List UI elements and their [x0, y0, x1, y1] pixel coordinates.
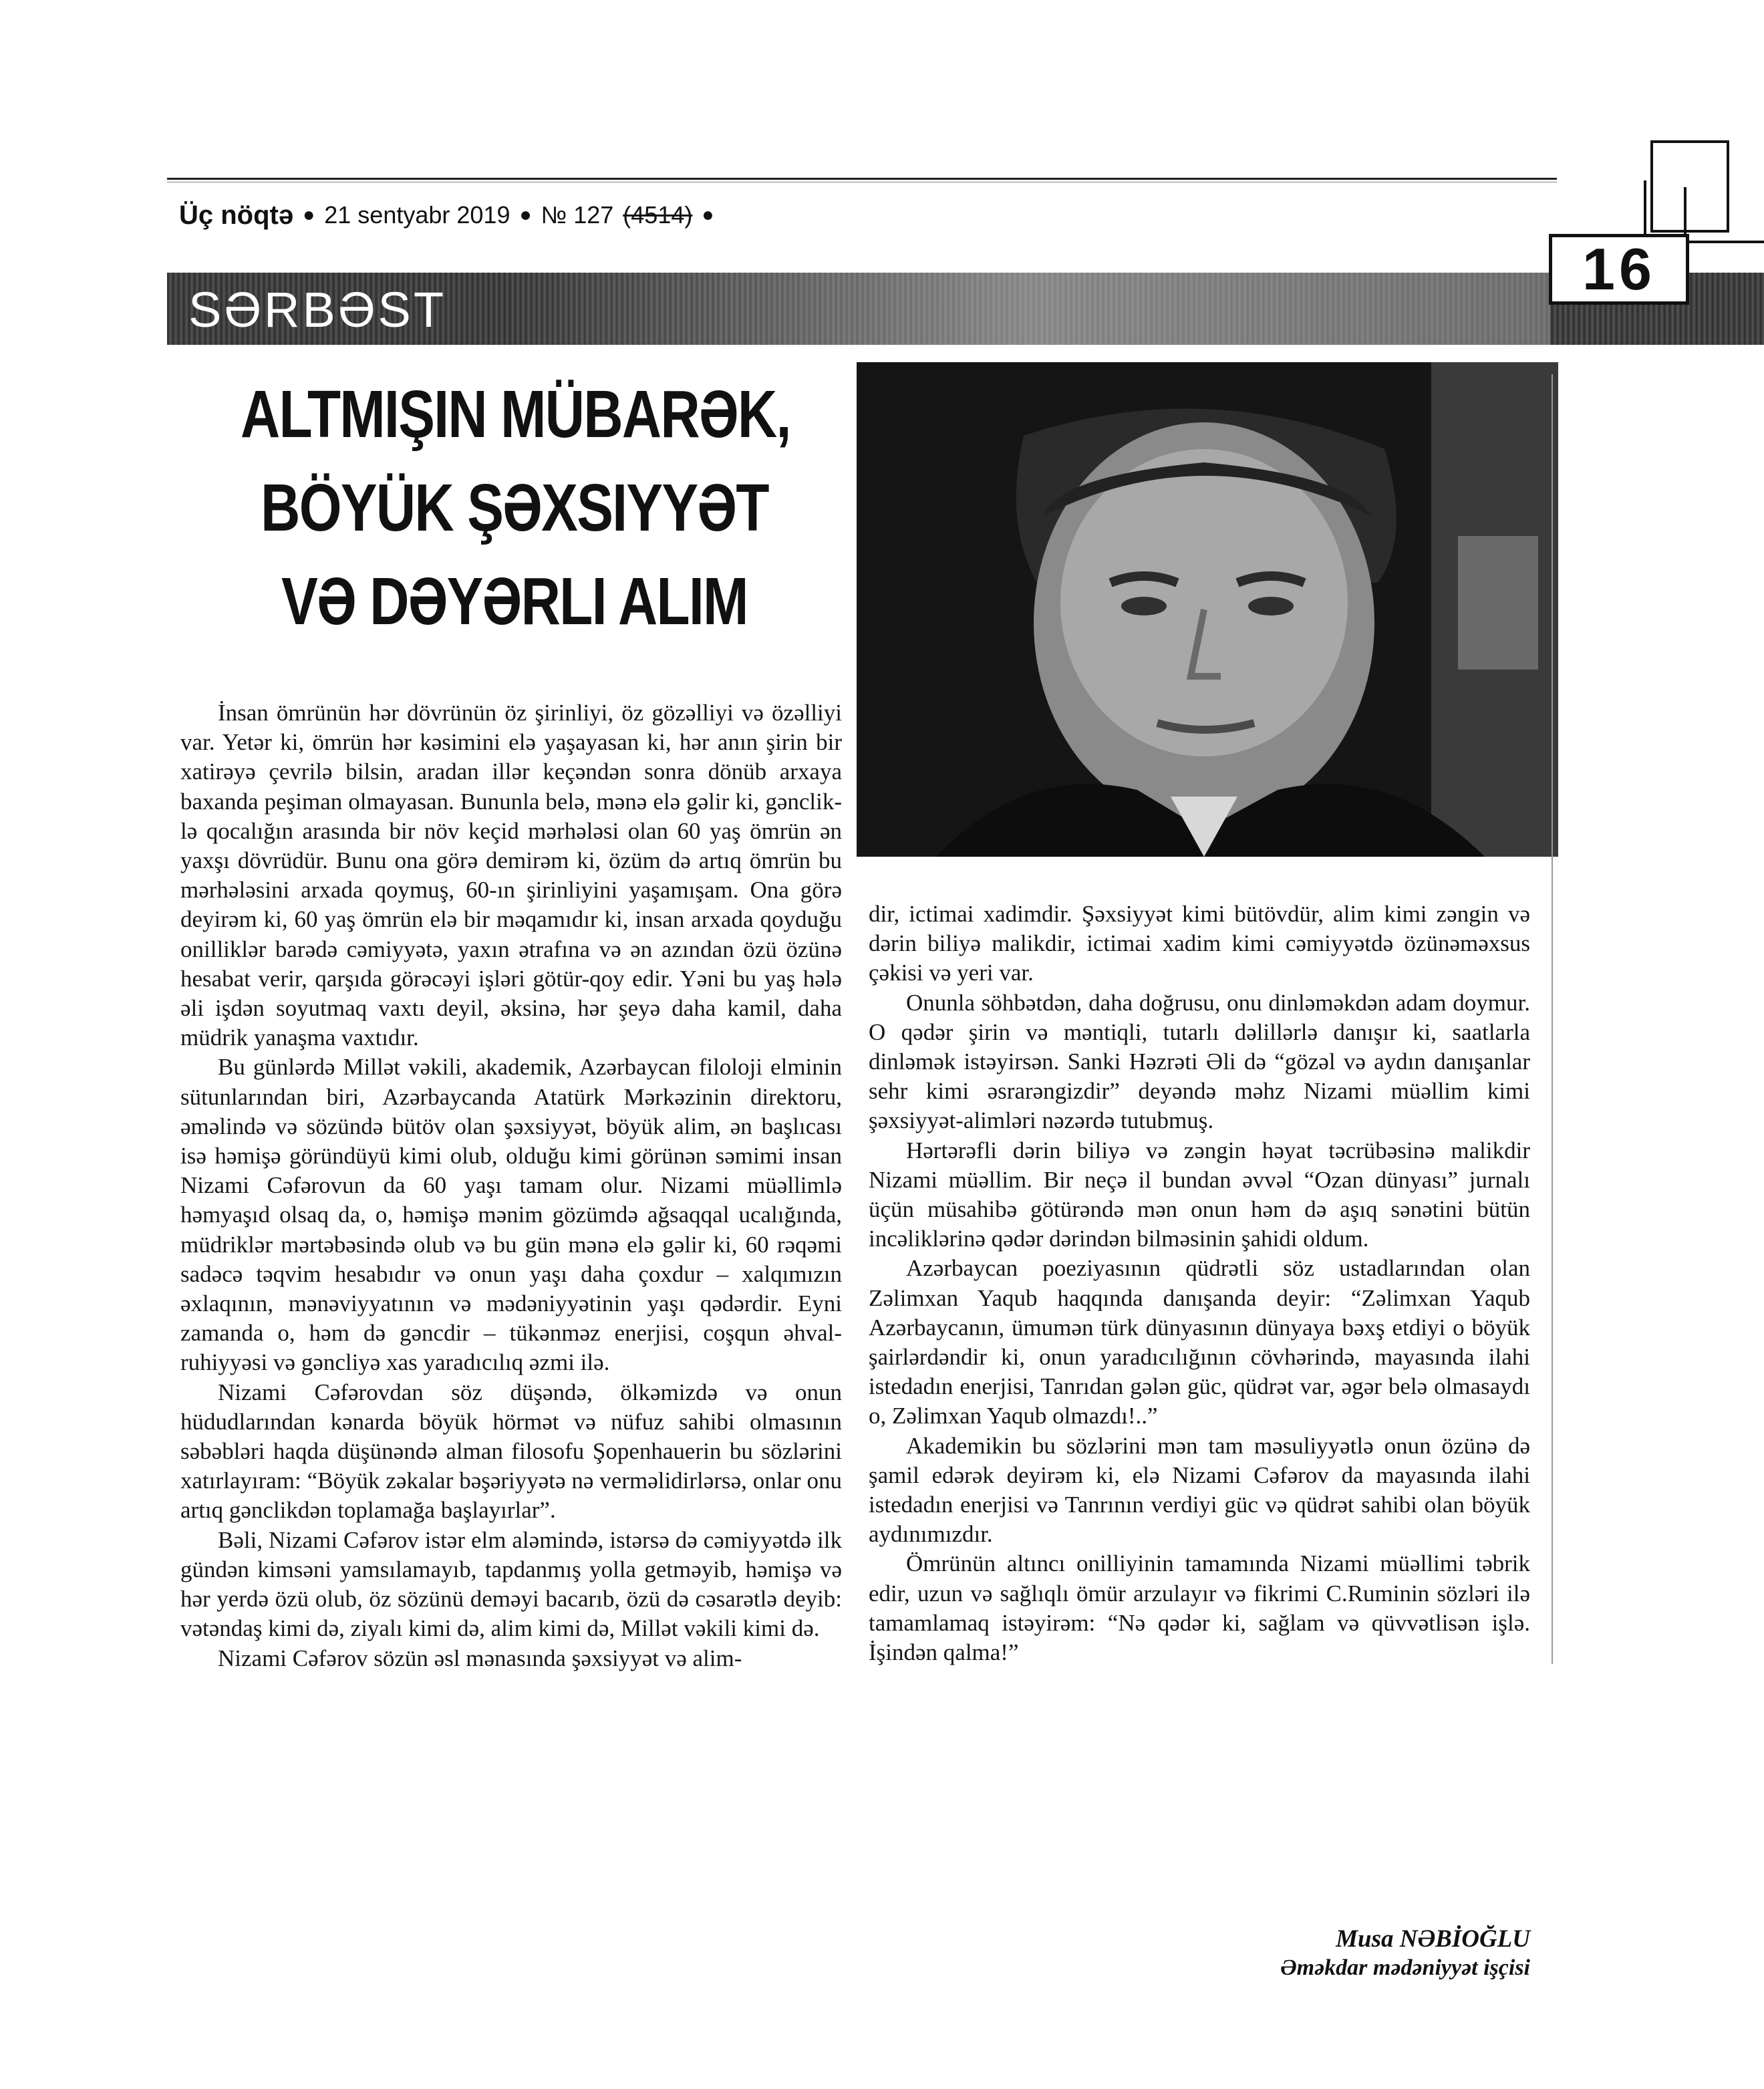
paragraph: Hərtərəfli dərin biliyə və zəngin həyat təcrübəsinə malikdir Nizami müəllim. Bir neçə il bundan əvvəl “Ozan dünyası” jurnalı üçün müsahibə götürəndə mən onun həm də aşıq sənətini bütün incəliklərinə qədər dərindən bilməsinin şahidi oldum. — [869, 1137, 1530, 1252]
page-corner-decoration — [1684, 241, 1764, 243]
paragraph: dir, ictimai xadimdir. Şəxsiyyət kimi bütövdür, alim kimi zəngin və dərin biliyə malikdir, ictimai xadim kimi cəmiyyətdə özünəməxsus çəkisi və yeri var. — [869, 901, 1530, 986]
section-banner-shading — [508, 273, 1550, 345]
masthead — [179, 195, 714, 235]
paragraph: Nizami Cəfərov sözün əsl mənasında şəxsiyyət və alim- — [218, 1645, 742, 1671]
issue-number: № 127 — [541, 201, 614, 229]
page-corner-decoration — [1644, 180, 1646, 241]
portrait-photo — [857, 362, 1558, 857]
paragraph: İnsan ömrünün hər dövrünün öz şirinliyi, öz gözəlliyi və özəlliyi var. Yetər ki, ömrün hər kəsimini elə yaşayasan ki, hər anın şirin bir xatirəyə çevrilə bilsin, aradan illər keçəndən sonra dönüb arxaya baxanda peşiman olmayasan. Bununla belə, mənə elə gəlir ki, gəncliklə qocalığın arasında bir növ keçid mərhələsi olan 60 yaş ömrün ən yaxşı dövrüdür. Bunu ona görə demirəm ki, özüm də artıq ömrün bu mərhələsini arxada qoymuş, 60-ın şirinliyini yaşamışam. Ona görə deyirəm ki, 60 yaş ömrün elə bir məqamıdır ki, insan arxada qoyduğu onilliklər barədə cəmiyyətə, yaxın ətrafına və ən azından özü özünə hesabat verir, qarşıda görəcəyi işləri götür-qoy edir. Yəni bu yaş hələ əli işdən soyutmaq vaxtı deyil, əksinə, hər şeyə daha kamil, daha müdrik yanaşma vaxtıdır. — [180, 700, 842, 1051]
section-label: SƏRBƏST — [188, 282, 447, 337]
bullet-icon: ● — [519, 204, 532, 226]
issue-date: 21 sentyabr 2019 — [324, 201, 510, 229]
headline-line: ALTMIŞIN MÜBARƏK, — [241, 377, 790, 452]
paragraph: Azərbaycan poeziyasının qüdrətli söz ustadlarından olan Zəlimxan Yaqub haqqında danışanda deyir: “Zəlimxan Yaqub Azərbaycanın, ümumən türk dünyasının dünyaya bəxş etdiyi o böyük şairlərdəndir ki, onun yaradıcılığının cövhərində, mayasında ilahi istedadın enerjisi, Tanrıdan gələn güc, qüdrət var, əgər belə olmasaydı o, Zəlimxan Yaqub olmazdı!..” — [869, 1255, 1530, 1429]
headline-line: VƏ DƏYƏRLI ALIM — [281, 564, 748, 639]
article-headline — [241, 368, 788, 648]
paragraph: Ömrünün altıncı onilliyinin tamamında Nizami müəllimi təbrik edir, uzun və sağlıqlı ömür arzulayır və fikrimi C.Ruminin sözləri ilə tamamlamaq istəyirəm: “Nə qədər ki, sağlam və qüvvətlisən işlə. İşindən qalma!” — [869, 1550, 1530, 1666]
author-name: Musa NƏBİOĞLU — [1336, 1925, 1530, 1953]
issue-total: (4514) — [623, 201, 693, 229]
bullet-icon: ● — [303, 204, 315, 226]
headline-line: BÖYÜK ŞƏXSIYYƏT — [261, 470, 768, 545]
paragraph: Bu günlərdə Millət vəkili, akademik, Azərbaycan filoloji elminin sütunlarından biri, Azərbaycanda Atatürk Mərkəzinin direktoru, əməlində və sözündə bütöv olan şəxsiyyət, böyük alim, ən başlıcası isə həmişə göründüyü kimi olub, olduğu kimi görünən səmimi insan Nizami Cəfərovun da 60 yaşı tamam olur. Nizami müəllimlə həmyaşıd olsaq da, o, həmişə mənim gözümdə ağsaqqal ucalığında, müdriklər mərtəbəsində olub və bu gün mənə elə gəlir ki, 60 rəqəmi sadəcə təqvim hesabıdır və onun yaşı daha çoxdur – xalqımızın əxlaqının, mənəviyyatının və mədəniyyətinin yaşı qədərdir. Eyni zamanda o, həm də gəncdir – tükənməz enerjisi, coşqun əhval-ruhiyyəsi və gəncliyə xas yaradıcılıq əzmi ilə. — [180, 1054, 842, 1376]
page-corner-decoration — [1684, 187, 1727, 267]
portrait-illustration — [857, 362, 1558, 857]
paragraph: Bəli, Nizami Cəfərov istər elm aləmində, istərsə də cəmiyyətdə ilk gündən kimsəni yamsılamayıb, tapdanmış yolla getməyib, həmişə və hər yerdə özü olub, öz sözünü deməyi bacarıb, özü də cəsarətlə deyib: vətəndaş kimi də, ziyalı kimi də, alim kimi də, Millət vəkili kimi də. — [180, 1526, 842, 1642]
article-column-left — [180, 698, 842, 1673]
publication-name: Üç nöqtə — [179, 200, 294, 230]
column-divider — [1552, 374, 1553, 1664]
article-column-right — [869, 899, 1530, 1667]
paragraph: Nizami Cəfərovdan söz düşəndə, ölkəmizdə və onun hüdudlarından kənarda böyük hörmət və nüfuz sahibi olmasının səbəbləri haqda düşünəndə alman filosofu Şopenhauerin bu sözlərini xatırlayıram: “Böyük zəkalar bəşəriyyətə nə verməlidirlərsə, onlar onu artıq gənclikdən toplamağa başlayırlar”. — [180, 1379, 842, 1524]
top-rule — [167, 178, 1557, 180]
paragraph: Onunla söhbətdən, daha doğrusu, onu dinləməkdən adam doymur. O qədər şirin və məntiqli, tutarlı dəlillərlə danışır ki, saatlarla dinləmək istəyirsən. Sanki Həzrəti Əli də “gözəl və aydın danışanlar sehr kimi əsrarəngizdir” deyəndə məhz Nizami müəllim kimi şəxsiyyət-alimləri nəzərdə tutubmuş. — [869, 989, 1530, 1134]
paragraph: Akademikin bu sözlərini mən tam məsuliyyətlə onun özünə də şamil edərək deyirəm ki, elə Nizami Cəfərov da mayasında ilahi istedadın enerjisi və Tanrının verdiyi güc və qüdrət sahibi olan böyük aydınımızdır. — [869, 1432, 1530, 1548]
bullet-icon: ● — [702, 204, 714, 226]
page-number: 16 — [1549, 234, 1689, 305]
author-title: Əməkdar mədəniyyət işçisi — [1280, 1955, 1530, 1980]
